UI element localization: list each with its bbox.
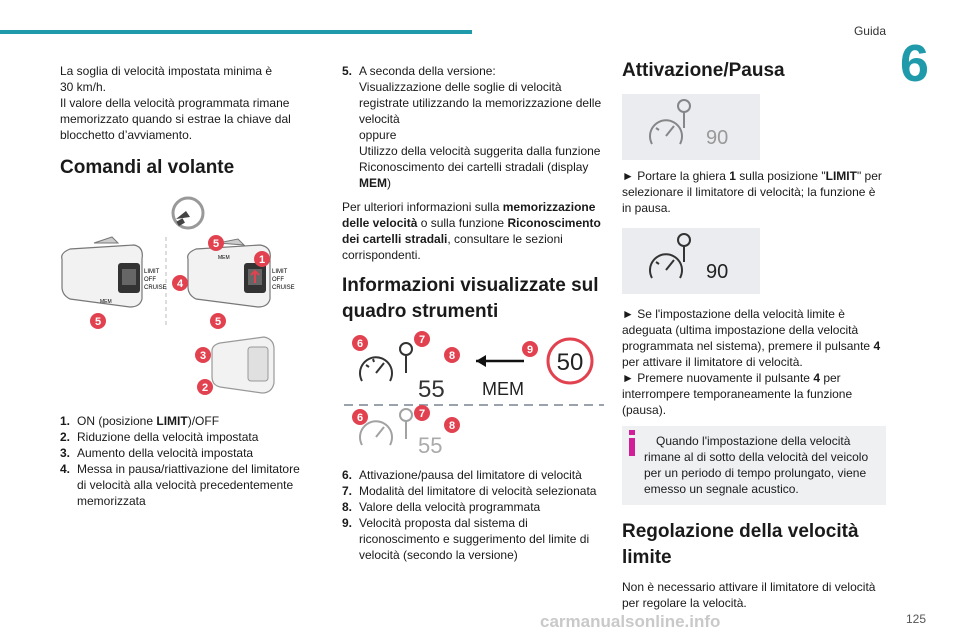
watermark: carmanualsonline.info	[540, 612, 721, 631]
chapter-number: 6	[900, 35, 929, 93]
intro-line: blocchetto d’avviamento.	[60, 128, 193, 142]
list-item: 7. Modalità del limitatore di velocità selezionata	[342, 484, 597, 498]
step-pause: ► Premere nuovamente il pulsante 4 per interrompere temporaneamente la funzione (pausa).	[622, 371, 853, 417]
svg-text:5: 5	[214, 316, 222, 328]
intro-line: Il valore della velocità programmata rimane	[60, 96, 290, 110]
stalk-right	[188, 239, 295, 307]
list-item: 1. ON (posizione LIMIT)/OFF	[60, 414, 220, 428]
list-item: 3. Aumento della velocità impostata	[60, 446, 254, 460]
svg-text:5: 5	[212, 238, 220, 250]
svg-text:3: 3	[199, 350, 207, 362]
badge-5c	[210, 313, 226, 329]
badge-1	[254, 251, 270, 267]
svg-text:1: 1	[258, 254, 266, 266]
more-info-paragraph: Per ulteriori informazioni sulla memorizzazione delle velocità o sulla funzione Riconoscimento dei cartelli stradali, consultare le sezioni corrispondenti.	[342, 200, 601, 262]
step-activate: ► Se l'impostazione della velocità limite è adeguata (ultima impostazione della velocità programmata nel sistema), premere il pulsante 4 per attivare il limitatore di velocità.	[622, 307, 881, 369]
svg-text:8: 8	[448, 350, 456, 362]
display-panel-paused	[622, 94, 760, 160]
column-2	[342, 63, 604, 563]
note-text: Quando l'impostazione della velocità rimane al di sotto della velocità del veicolo per un periodo di tempo prolungato, viene emesso un segnale acustico.	[644, 434, 869, 496]
item-5-list	[342, 63, 604, 191]
mem-label: MEM	[482, 379, 524, 399]
instrument-display-figure	[342, 331, 604, 455]
badge-3	[195, 347, 211, 363]
intro-text	[60, 63, 310, 143]
badge-2	[197, 379, 213, 395]
badge-4	[172, 275, 188, 291]
svg-text:8: 8	[448, 420, 456, 432]
column-1	[60, 63, 310, 509]
speed-sign	[548, 339, 592, 383]
info-note	[622, 426, 886, 505]
gauge-icon-paused	[360, 421, 392, 445]
svg-text:6: 6	[356, 338, 364, 350]
intro-line: memorizzato quando si estrae la chiave dal	[60, 112, 291, 126]
label-mem: MEM	[100, 299, 112, 305]
svg-text:50: 50	[556, 349, 584, 376]
badge-8b	[444, 417, 460, 433]
label-mem: MEM	[218, 255, 230, 261]
svg-text:2: 2	[201, 382, 209, 394]
steering-wheel-icon	[173, 198, 203, 228]
display-panel-active	[622, 228, 760, 294]
list-item: 4. Messa in pausa/riattivazione del limitatore di velocità alla velocità precedentemente memorizzata	[60, 462, 300, 508]
column-3	[622, 58, 886, 611]
heading-activation: Attivazione/Pausa	[622, 60, 785, 81]
badge-8a	[444, 347, 460, 363]
adjust-paragraph: Non è necessario attivare il limitatore di velocità per regolare la velocità.	[622, 580, 876, 610]
heading-cluster-info: Informazioni visualizzate sul quadro strumenti	[342, 275, 599, 322]
heading-adjust-speed: Regolazione della velocità limite	[622, 521, 859, 568]
list-item: 8. Valore della velocità programmata	[342, 500, 541, 514]
badge-5a	[208, 235, 224, 251]
svg-text:7: 7	[418, 408, 426, 420]
panel-speed-active: 90	[706, 261, 729, 283]
top-accent-bar	[0, 30, 472, 34]
arrow-left-icon	[476, 355, 524, 367]
step-select-limit: ► Portare la ghiera 1 sulla posizione "LIMIT" per selezionare il limitatore di velocità; la funzione è in pausa.	[622, 169, 882, 215]
panel-speed-paused: 90	[706, 127, 729, 149]
svg-text:5: 5	[94, 316, 102, 328]
list-item: 6. Attivazione/pausa del limitatore di velocità	[342, 468, 582, 482]
badge-6a	[352, 335, 368, 351]
label-cruise: CRUISE	[272, 285, 295, 291]
svg-text:6: 6	[356, 412, 364, 424]
display-legend-list	[342, 467, 604, 563]
gauge-icon	[360, 357, 392, 381]
list-item: 2. Riduzione della velocità impostata	[60, 430, 259, 444]
limiter-mode-icon	[400, 343, 412, 373]
svg-text:7: 7	[418, 334, 426, 346]
programmed-speed-paused: 55	[418, 433, 443, 455]
heading-steering-controls: Comandi al volante	[60, 157, 235, 178]
intro-line: La soglia di velocità impostata minima è	[60, 64, 273, 78]
programmed-speed: 55	[418, 376, 445, 403]
steering-controls-figure	[60, 187, 310, 407]
badge-7a	[414, 331, 430, 347]
stalk-bottom	[212, 337, 274, 393]
badge-5b	[90, 313, 106, 329]
label-limit: LIMIT	[272, 269, 288, 275]
intro-line: 30 km/h.	[60, 80, 107, 94]
svg-text:4: 4	[176, 278, 184, 290]
list-item: 9. Velocità proposta dal sistema di riconoscimento e suggerimento del limite di velocità (secondo la versione)	[342, 516, 590, 562]
limiter-mode-icon-paused	[400, 409, 412, 439]
list-item: 5. A seconda della versione: Visualizzazione delle soglie di velocità registrate utilizzando la memorizzazione delle velocità oppure Utilizzo della velocità suggerita dalla funzione Riconoscimento dei cartelli stradali (display MEM)	[342, 64, 602, 190]
label-cruise: CRUISE	[144, 285, 167, 291]
info-icon	[626, 430, 638, 456]
stalk-left	[62, 237, 167, 307]
label-off: OFF	[272, 277, 284, 283]
badge-9	[522, 341, 538, 357]
badge-6b	[352, 409, 368, 425]
badge-7b	[414, 405, 430, 421]
svg-text:9: 9	[526, 344, 534, 356]
controls-list	[60, 413, 310, 509]
page-number: 125	[906, 612, 927, 626]
section-label: Guida	[853, 24, 886, 38]
label-limit: LIMIT	[144, 269, 160, 275]
label-off: OFF	[144, 277, 156, 283]
